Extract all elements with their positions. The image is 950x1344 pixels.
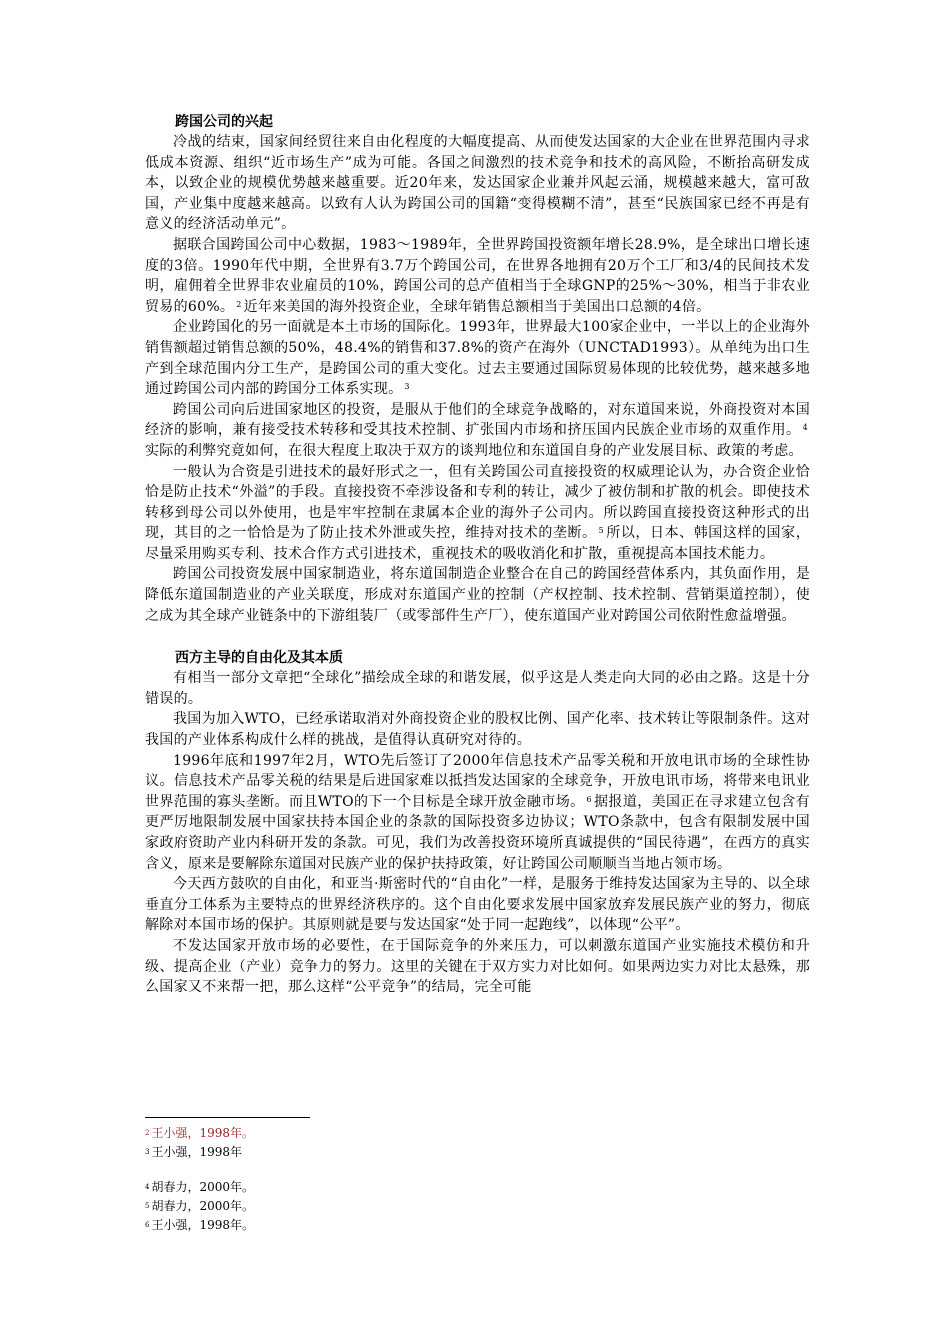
paragraph: 有相当一部分文章把“全球化”描绘成全球的和谐发展，似乎这是人类走向大同的必由之路。这是十分错误的。 <box>145 670 810 707</box>
paragraph: 1996年底和1997年2月，WTO先后签订了2000年信息技术产品零关税和开放电讯市场的全球性协议。信息技术产品零关税的结果是后进国家难以抵挡发达国家的全球竞争，开放电讯市场，将带来电讯业世界范围的寡头垄断。而且WTO的下一个目标是全球开放金融市场。 $^6$ 据报道，美国正在寻求建立包含有更严厉地限制发展中国家扶持本国企业的条款的国际投资多边协议；WTO条款中，包含有限制发展中国家政府资助产业内科研开发的条款。可见，我们为改善投资环境所真诚提供的“国民待遇”，在西方的真实含义，原来是要解除东道国对民族产业的保护扶持政策，好让跨国公司顺顺当当地占领市场。 <box>145 752 810 872</box>
paragraph: 跨国公司投资发展中国家制造业，将东道国制造企业整合在自己的跨国经营体系内，其负面作用，是降低东道国制造业的产业关联度，形成对东道国产业的控制（产权控制、技术控制、营销渠道控制），使之成为其全球产业链条中的下游组装厂（或零部件生产厂），使东道国产业对跨国公司依附性愈益增强。 <box>145 566 810 624</box>
footnote: $^6$ 王小强，1998年。 <box>145 1218 255 1232</box>
paragraph: 据联合国跨国公司中心数据，1983～1989年，全世界跨国投资额年增长28.9%，是全球出口增长速度的3倍。1990年代中期，全世界有3.7万个跨国公司，在世界各地拥有20万个工厂和3/4的民间技术发明，雇佣着全世界非农业雇员的10%，跨国公司的总产值相当于全球GNP的25%～30%，相当于非农业贸易的60%。 $^2$ 近年来美国的海外投资企业，全球年销售总额相当于美国出口总额的4倍。 <box>145 236 810 315</box>
paragraph: 企业跨国化的另一面就是本土市场的国际化。1993年，世界最大100家企业中，一半以上的企业海外销售额超过销售总额的50%，48.4%的销售和37.8%的资产在海外（UNCTAD1993）。从单纯为出口生产到全球范围内分工生产，是跨国公司的重大变化。过去主要通过国际贸易体现的比较优势，越来越多地通过跨国公司内部的跨国分工体系实现。 $^3$ <box>145 319 810 398</box>
paragraph: 一般认为合资是引进技术的最好形式之一，但有关跨国公司直接投资的权威理论认为，办合资企业恰恰是防止技术“外溢”的手段。直接投资不牵涉设备和专利的转让，减少了被仿制和扩散的机会。即使技术转移到母公司以外使用，也是牢牢控制在隶属本企业的海外子公司内。所以跨国直接投资这种形式的出现，其目的之一恰恰是为了防止技术外泄或失控，维持对技术的垄断。 $^5$ 所以，日本、韩国这样的国家，尽量采用购买专利、技术合作方式引进技术，重视技术的吸收消化和扩散，重视提高本国技术能力。 <box>145 463 810 562</box>
footnote: $^5$ 胡春力，2000年。 <box>145 1199 255 1213</box>
footnote-ref[interactable]: 2 <box>236 299 242 309</box>
footnote: $^3$ 王小强，1998年 <box>145 1145 243 1159</box>
section-heading: 跨国公司的兴起 <box>175 114 273 130</box>
footnote-ref[interactable]: 6 <box>586 794 592 804</box>
paragraph: 今天西方鼓吹的自由化，和亚当·斯密时代的“自由化”一样，是服务于维持发达国家为主导的、以全球垂直分工体系为主要特点的世界经济秩序的。这个自由化要求发展中国家放弃发展民族产业的努力，彻底解除对本国市场的保护。其原则就是要与发达国家“处于同一起跑线”，以体现“公平”。 <box>145 876 810 934</box>
section-heading: 西方主导的自由化及其本质 <box>175 650 343 667</box>
paragraph: 冷战的结束，国家间经贸往来自由化程度的大幅度提高、从而使发达国家的大企业在世界范围内寻求低成本资源、组织“近市场生产”成为可能。各国之间激烈的技术竞争和技术的高风险，不断抬高研发成本，以致企业的规模优势越来越重要。近20年来，发达国家企业兼并风起云涌，规模越来越大，富可敌国，产业集中度越来越高。以致有人认为跨国公司的国籍“变得模糊不清”，甚至“民族国家已经不再是有意义的经济活动单元”。 <box>145 134 810 233</box>
paragraph: 跨国公司向后进国家地区的投资，是服从于他们的全球竞争战略的，对东道国来说，外商投资对本国经济的影响，兼有接受技术转移和受其技术控制、扩张国内市场和挤压国内民族企业市场的双重作用。 $^4$实际的利弊究竟如何，在很大程度上取决于双方的谈判地位和东道国自身的产业发展目标、政策的考虑。 <box>145 401 810 459</box>
paragraph: 不发达国家开放市场的必要性，在于国际竞争的外来压力，可以刺激东道国产业实施技术模仿和升级、提高企业（产业）竞争力的努力。这里的关键在于双方实力对比如何。如果两边实力对比太悬殊，那么国家又不来帮一把，那么这样“公平竞争”的结局，完全可能 <box>145 937 810 996</box>
footnote-ref[interactable]: 3 <box>404 382 410 392</box>
document-body <box>145 112 810 998</box>
footnotes <box>145 1124 545 1235</box>
footnote-ref[interactable]: 4 <box>802 423 808 433</box>
section-gap <box>145 626 810 648</box>
footnote-ref[interactable]: 5 <box>598 526 605 536</box>
footnote: $^2$ 王小强，1998年。 <box>145 1126 255 1140</box>
footnote-gap <box>145 1162 545 1178</box>
footnote: $^4$ 胡春力，2000年。 <box>145 1180 255 1194</box>
paragraph: 我国为加入WTO，已经承诺取消对外商投资企业的股权比例、国产化率、技术转让等限制条件。这对我国的产业体系构成什么样的挑战，是值得认真研究对待的。 <box>145 711 810 749</box>
footnote-separator <box>145 1117 310 1118</box>
